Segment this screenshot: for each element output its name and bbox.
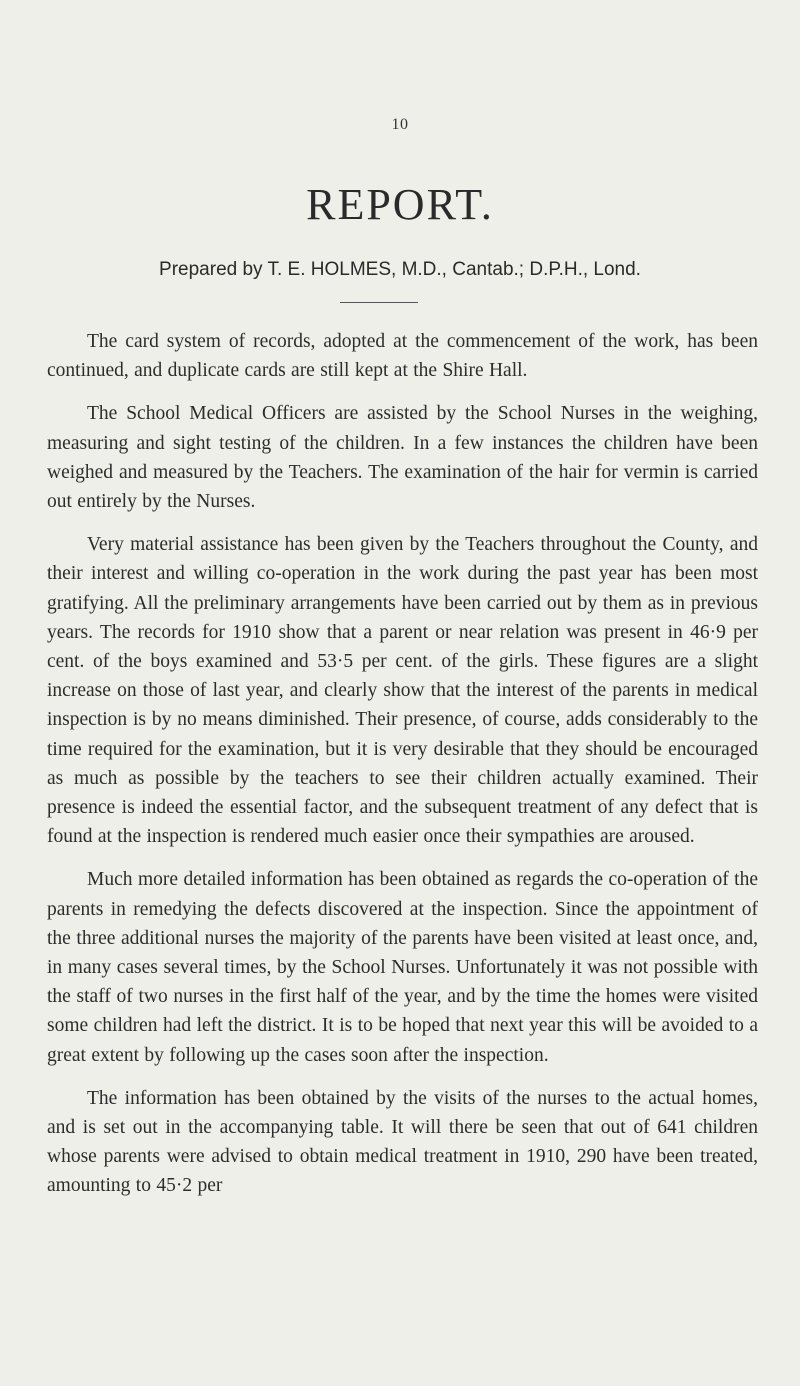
- report-body: [47, 327, 758, 1201]
- divider-rule: [340, 302, 418, 303]
- paragraph-school-nurses: The School Medical Officers are assisted by the School Nurses in the weighing, measuring and sight testing of the children. In a few instances the children have been weighed and measured by the Teachers. The examination of the hair for vermin is carried out entirely by the Nurses.: [47, 403, 758, 513]
- author-byline: Prepared by T. E. HOLMES, M.D., Cantab.; D.P.H., Lond.: [159, 259, 641, 280]
- paragraph-home-visits: The information has been obtained by the visits of the nurses to the actual homes, and is set out in the accompanying table. It will there be seen that out of 641 children whose parents were advised to obtain medical treatment in 1910, 290 have been treated, amounting to 45·2 per: [47, 1087, 758, 1197]
- paragraph-card-system: The card system of records, adopted at the commencement of the work, has been continued, and duplicate cards are still kept at the Shire Hall.: [47, 331, 758, 382]
- page-number: 10: [391, 116, 409, 133]
- report-title: REPORT.: [306, 180, 494, 229]
- paragraph-teachers-assistance: Very material assistance has been given by the Teachers throughout the County, and their interest and willing co-operation in the work during the past year has been most gratifying. All the preliminary arrangements have been carried out by them as in previous years. The records for 1910 show that a parent or near relation was present in 46·9 per cent. of the boys examined and 53·5 per cent. of the girls. These figures are a slight increase on those of last year, and clearly show that the interest of the parents in medical inspection is by no means diminished. Their presence, of course, adds considerably to the time required for the examination, but it is very desirable that they should be encouraged as much as possible by the teachers to see their children actually examined. Their presence is indeed the essential factor, and the subsequent treatment of any defect that is found at the inspection is rendered much easier once their sympathies are aroused.: [47, 534, 758, 848]
- paragraph-parent-cooperation: Much more detailed information has been obtained as regards the co-operation of the parents in remedying the defects discovered at the inspection. Since the appointment of the three additional nurses the majority of the parents have been visited at least once, and, in many cases several times, by the School Nurses. Unfortunately it was not possible with the staff of two nurses in the first half of the year, and by the time the homes were visited some children had left the district. It is to be hoped that next year this will be avoided to a great extent by following up the cases soon after the inspection.: [47, 869, 758, 1066]
